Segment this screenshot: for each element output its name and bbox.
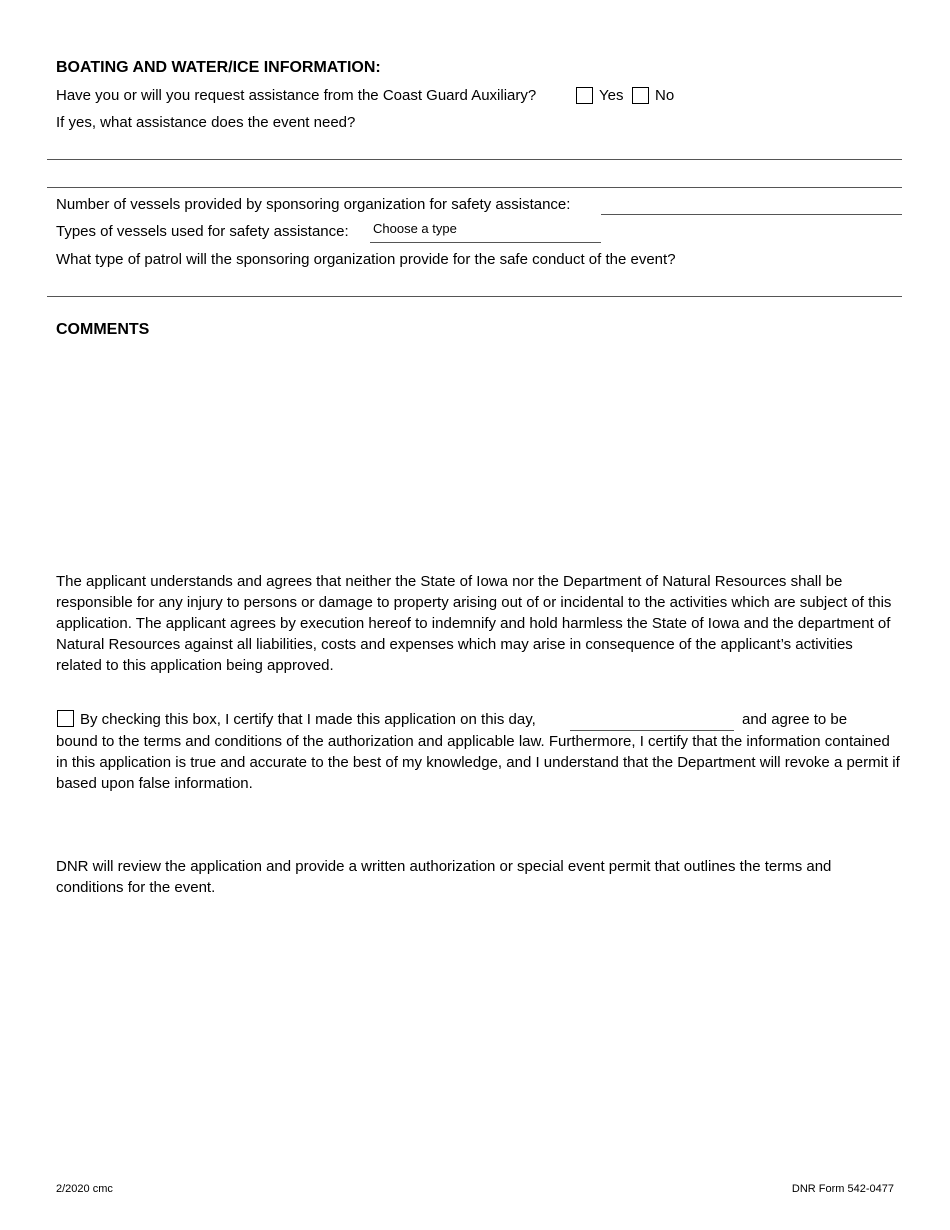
coast-guard-question: Have you or will you request assistance from the Coast Guard Auxiliary? [56, 87, 537, 104]
assistance-answer-line-1[interactable] [47, 159, 902, 160]
certify-text-after: and agree to be [742, 711, 848, 728]
patrol-answer-line[interactable] [47, 296, 902, 297]
liability-statement: The applicant understands and agrees that neither the State of Iowa nor the Department of Natural Resources shall be responsible for any injury to persons or damage to property arising out of or incidental to the activities which are subject of this application. The applicant agrees by execution hereof to indemnify and hold harmless the State of Iowa and the department of Natural Resources against all liabilities, costs and expenses which may arise in consequence of the applicant’s activities related to this application being approved. [56, 573, 892, 674]
comments-area[interactable] [56, 346, 901, 556]
coast-guard-yes-label: Yes [599, 87, 624, 104]
vessel-count-field[interactable] [601, 214, 902, 215]
assistance-answer-line-2[interactable] [47, 187, 902, 188]
boating-section-heading: BOATING AND WATER/ICE INFORMATION: [56, 59, 381, 76]
vessel-type-dropdown[interactable]: Choose a type [373, 221, 457, 236]
review-statement: DNR will review the application and provide a written authorization or special event permit that outlines the terms and conditions for the event. [56, 858, 832, 896]
assistance-question: If yes, what assistance does the event need? [56, 114, 356, 131]
vessel-type-dropdown-underline [370, 242, 601, 243]
certify-checkbox[interactable] [57, 710, 74, 727]
certify-text-start: By checking this box, I certify that I made this application on this day, [80, 711, 536, 728]
coast-guard-yes-checkbox[interactable] [576, 87, 593, 104]
vessel-count-question: Number of vessels provided by sponsoring organization for safety assistance: [56, 196, 571, 213]
footer-revision: 2/2020 cmc [56, 1183, 113, 1195]
vessel-types-question: Types of vessels used for safety assistance: [56, 223, 349, 240]
coast-guard-no-checkbox[interactable] [632, 87, 649, 104]
coast-guard-no-label: No [655, 87, 675, 104]
comments-heading: COMMENTS [56, 321, 150, 338]
certify-text-rest: bound to the terms and conditions of the authorization and applicable law. Furthermore, I certify that the information contained in this application is true and accurate to the best of my knowledge, and I understand that the Department will revoke a permit if based upon false information. [56, 733, 900, 792]
patrol-question: What type of patrol will the sponsoring organization provide for the safe conduct of the event? [56, 251, 676, 268]
footer-form-number: DNR Form 542-0477 [791, 1183, 894, 1195]
